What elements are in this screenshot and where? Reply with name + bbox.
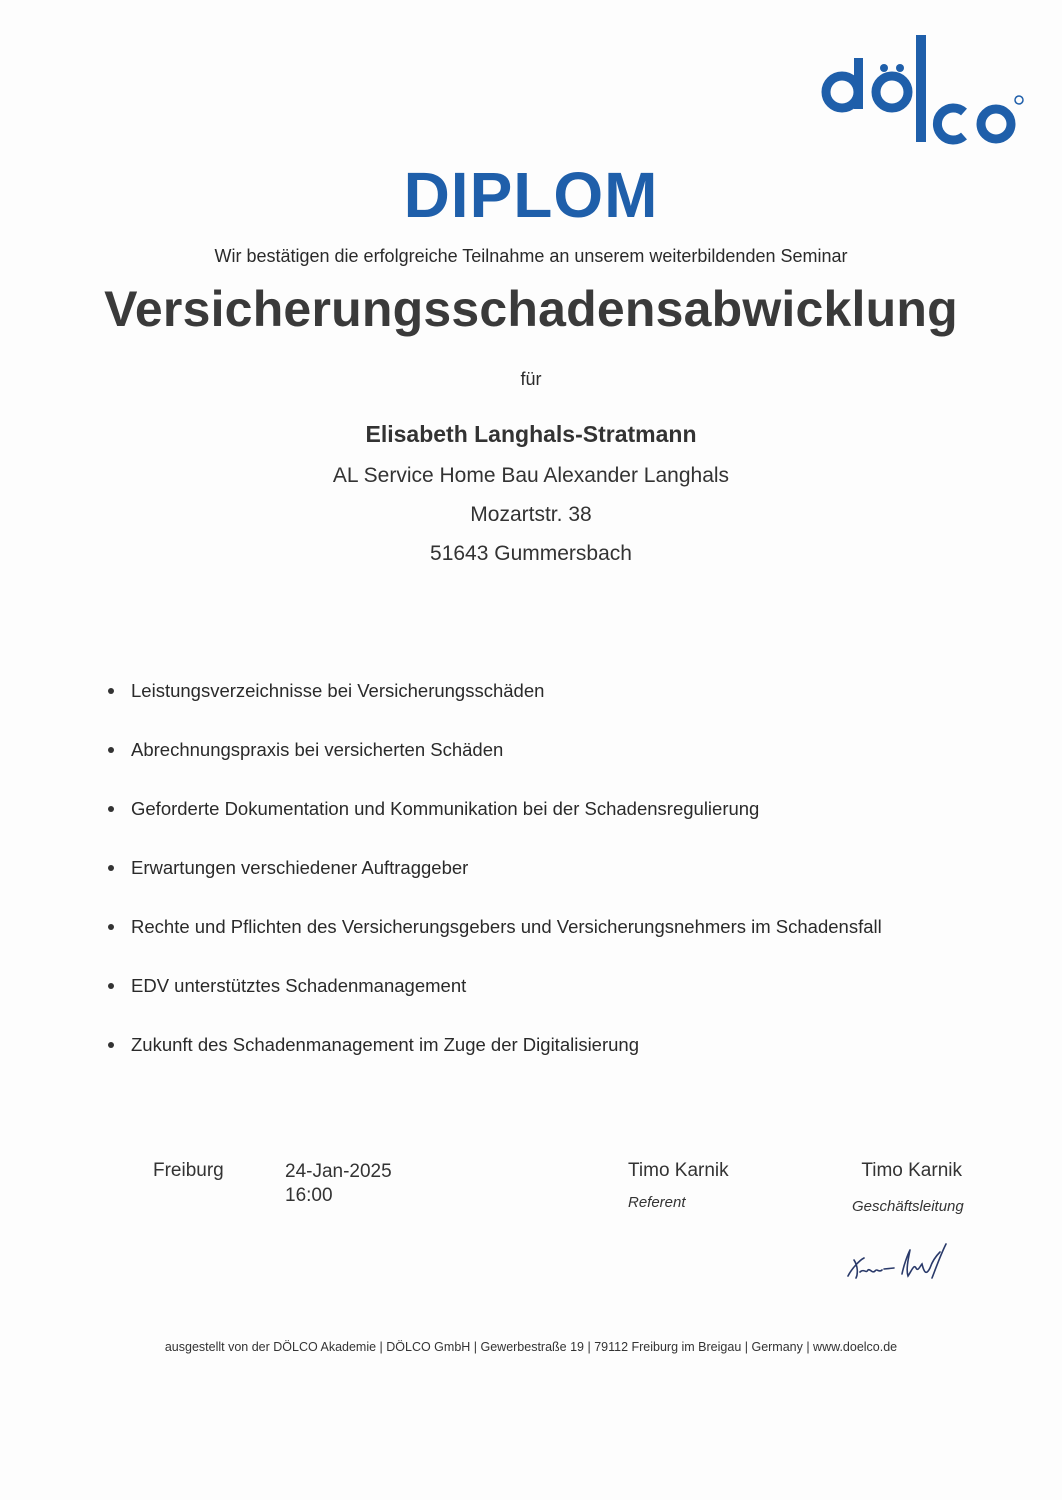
doelco-logo-graphic (816, 30, 1031, 150)
manager-block (852, 1160, 962, 1215)
manager-role: Geschäftsleitung (852, 1198, 964, 1215)
issue-place: Freiburg (153, 1160, 224, 1181)
recipient-city: 51643 Gummersbach (430, 542, 632, 565)
manager-name: Timo Karnik (861, 1160, 962, 1181)
doelco-logo (816, 30, 1031, 150)
list-item (104, 853, 882, 912)
list-item (104, 1030, 882, 1089)
recipient-street: Mozartstr. 38 (470, 503, 592, 526)
bullet-icon (108, 688, 114, 694)
certificate-title: DIPLOM (403, 159, 659, 231)
recipient-name: Elisabeth Langhals-Stratmann (365, 421, 697, 447)
issuer-footer: ausgestellt von der DÖLCO Akademie | DÖLCO GmbH | Gewerbestraße 19 | 79112 Freiburg im Breigau | Germany | www.doelco.de (164, 1340, 898, 1354)
topic-text: Rechte und Pflichten des Versicherungsgebers und Versicherungsnehmers im Schadensfall (131, 916, 882, 937)
topic-text: EDV unterstütztes Schadenmanagement (131, 975, 467, 996)
recipient-company: AL Service Home Bau Alexander Langhals (332, 464, 730, 487)
list-item (104, 735, 882, 794)
issue-time: 16:00 (285, 1185, 333, 1206)
signature-graphic (842, 1238, 957, 1293)
referent-name: Timo Karnik (628, 1160, 729, 1181)
list-item (104, 794, 882, 853)
for-label: für (520, 369, 542, 389)
bullet-icon (108, 747, 114, 753)
seminar-title: Versicherungsschadensabwicklung (104, 281, 958, 337)
issue-date-block (285, 1160, 392, 1208)
recipient-block (0, 418, 1062, 575)
topic-text: Erwartungen verschiedener Auftraggeber (131, 857, 469, 878)
issue-date: 24-Jan-2025 (285, 1161, 392, 1182)
list-item (104, 912, 882, 971)
topic-text: Abrechnungspraxis bei versicherten Schäden (131, 739, 504, 760)
intro-text: Wir bestätigen die erfolgreiche Teilnahme an unserem weiterbildenden Seminar (214, 246, 848, 266)
list-item (104, 676, 882, 735)
topic-text: Geforderte Dokumentation und Kommunikation bei der Schadensregulierung (131, 798, 760, 819)
referent-block (628, 1160, 729, 1211)
referent-role: Referent (628, 1194, 686, 1211)
topic-list (104, 676, 882, 1089)
topic-text: Zukunft des Schadenmanagement im Zuge der Digitalisierung (131, 1034, 640, 1055)
list-item (104, 971, 882, 1030)
bullet-icon (108, 865, 114, 871)
topic-text: Leistungsverzeichnisse bei Versicherungsschäden (131, 680, 545, 701)
bullet-icon (108, 924, 114, 930)
bullet-icon (108, 806, 114, 812)
handwritten-signature (842, 1238, 957, 1293)
bullet-icon (108, 983, 114, 989)
bullet-icon (108, 1042, 114, 1048)
